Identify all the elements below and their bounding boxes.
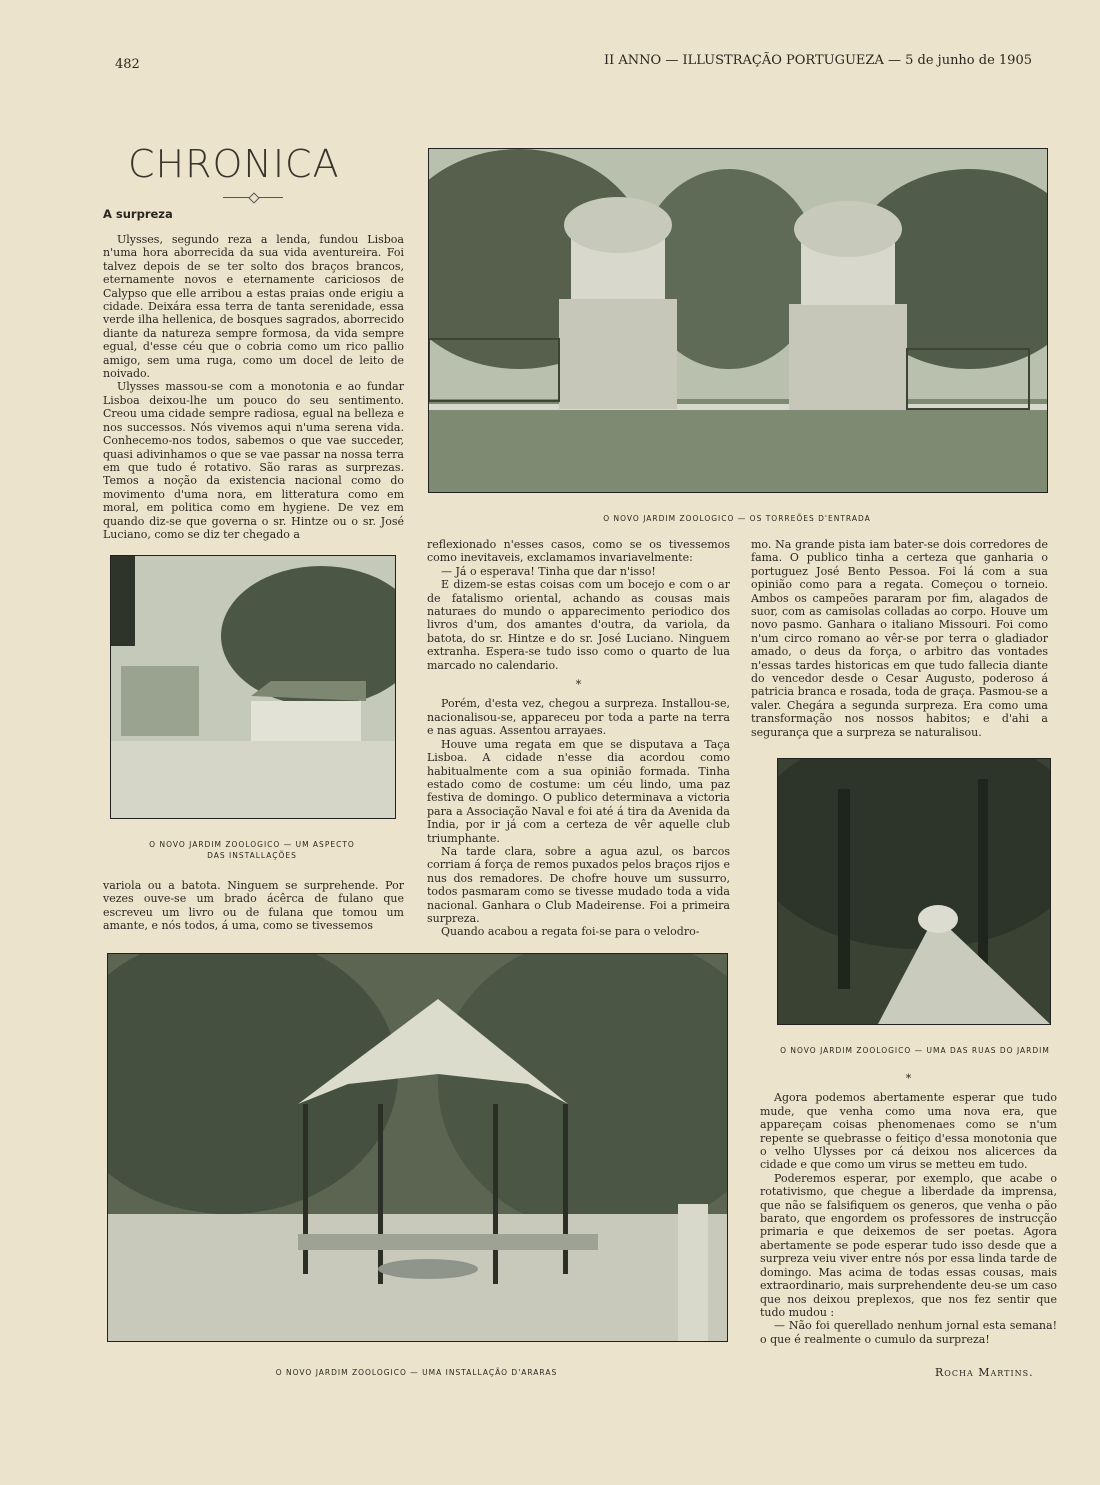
column-3-bottom-text <box>760 1066 1057 1346</box>
paragraph: Na tarde clara, sobre a agua azul, os barcos corriam á força de remos puxados pelos braços rijos e nus dos remadores. De chofre houve um sussurro, todos pasmaram como se tivesse mudado toda a vida nacional. Ganhara o Club Madeirense. Foi a primeira surpreza. <box>427 844 730 925</box>
caption-line: DAS INSTALLAÇÕES <box>207 851 297 860</box>
caption-photo-3: O NOVO JARDIM ZOOLOGICO — UMA DAS RUAS DO JARDIM <box>780 1046 1050 1055</box>
column-1-text <box>103 233 404 541</box>
paragraph: Agora podemos abertamente esperar que tudo mude, que venha como uma nova era, que appareçam coisas phenomenaes como se n'um repente se quebrasse o feitiço d'essa monotonia que o velho Ulysses por cá deixou nos alicerces da cidade e que como um virus se metteu em tudo. <box>760 1091 1057 1172</box>
caption-photo-2 <box>110 839 394 861</box>
caption-photo-1: O NOVO JARDIM ZOOLOGICO — OS TORREÕES D'ENTRADA <box>603 514 871 523</box>
paragraph: — Não foi querellado nenhum jornal esta semana! o que é realmente o cumulo da surpreza! <box>760 1319 1057 1346</box>
paragraph: variola ou a batota. Ninguem se surprehende. Por vezes ouve-se um brado ácêrca de fulano que escreveu um livro ou de fulana que tomou um amante, e nós todos, á uma, como se tivessemos <box>103 879 404 933</box>
article-title: CHRONICA <box>128 142 340 186</box>
paragraph: Houve uma regata em que se disputava a Taça Lisboa. A cidade n'esse dia acordou como habitualmente com a sua opinião formada. Tinha estado como de costume: um céu lindo, uma paz festiva de domingo. O publico determinava a victoria para a Associação Naval e foi até á tira da Avenida da India, por ir já com a certeza de vêr aquelle club triumphante. <box>427 737 730 845</box>
author-signature: Rocha Martins. <box>935 1366 1034 1379</box>
paragraph: Porém, d'esta vez, chegou a surpreza. Installou-se, nacionalisou-se, appareceu por toda a parte na terra e nas aguas. Assentou arrayaes. <box>427 697 730 738</box>
paragraph: E dizem-se estas coisas com um bocejo e com o ar de fatalismo oriental, achando as cousas mais naturaes do mundo o apparecimento periodico dos livros d'um, dos amantes d'outra, da variola, da batota, do sr. Hintze e do sr. José Luciano. Ninguem extranha. Espera-se tudo isso como o quarto de lua marcado no calendario. <box>427 578 730 672</box>
title-ornament <box>223 197 283 202</box>
section-separator: * <box>905 1072 912 1085</box>
photo-entrance-towers <box>428 148 1048 493</box>
paragraph: Quando acabou a regata foi-se para o velodro- <box>441 925 700 939</box>
caption-photo-4: O NOVO JARDIM ZOOLOGICO — UMA INSTALLAÇÃO D'ARARAS <box>275 1368 558 1377</box>
photo-garden-path <box>777 758 1051 1025</box>
column-1-bottom-text <box>103 879 404 933</box>
caption-line: O NOVO JARDIM ZOOLOGICO — UM ASPECTO <box>149 840 355 849</box>
photo-macaw-installation <box>107 953 728 1342</box>
paragraph: reflexionado n'esses casos, como se os tivessemos como inevitaveis, exclamamos invariavelmente: <box>427 538 730 565</box>
column-2-text <box>427 538 730 939</box>
paragraph: Ulysses massou-se com a monotonia e ao fundar Lisboa deixou-lhe um pouco do seu sentimento. Creou uma cidade sempre radiosa, egual na belleza e nos successos. Nós vivemos aqui n'uma serena vida. Conhecemo-nos todos, sabemos o que vae succeder, quasi adivinhamos o que se vae passar na nossa terra em que tudo é rotativo. São raras as surprezas. Temos a noção da existencia nacional como do movimento d'uma nora, em litteratura como em moral, em politica como em hygiene. De vez em quando diz-se que governa o sr. Hintze ou o sr. José Luciano, como se diz ter chegado a <box>103 380 404 541</box>
article-subtitle: A surpreza <box>103 207 173 221</box>
page-number: 482 <box>115 57 140 72</box>
paragraph: mo. Na grande pista iam bater-se dois corredores de fama. O publico tinha a certeza que ganharia o portuguez José Bento Pessoa. Foi lá com a sua opinião como para a regata. Começou o torneio. Ambos os campeões pararam por fim, alagados de suor, com as camisolas colladas ao corpo. Houve um novo pasmo. Ganhara o italiano Missouri. Foi como n'um circo romano ao vêr-se por terra o gladiador amado, o deus da força, o arbitro das vontades n'essas tardes historicas em que tudo fallecia diante do vencedor desde o Cesar Augusto, poderoso á patricia branca e rosada, toda de graça. Pasmou-se a valer. Chegára a segunda surpreza. Era como uma transformação nos nossos habitos; e d'ahi a segurança que a surpreza se naturalisou. <box>751 538 1048 739</box>
section-separator: * <box>575 678 582 692</box>
paragraph: Ulysses, segundo reza a lenda, fundou Lisboa n'uma hora aborrecida da sua vida aventureira. Foi talvez depois de se ter solto dos braços brancos, eternamente novos e eternamente cariciosos de Calypso que elle arribou a estas praias onde erigiu a cidade. Deixára essa terra de tanta serenidade, essa verde ilha hellenica, de bosques sagrados, aborrecido diante da natureza sempre formosa, da vida sempre egual, d'esse céu que o cobria como um rico pallio amigo, sem uma ruga, como um docel de leito de noivado. <box>103 233 404 381</box>
paragraph: — Já o esperava! Tinha que dar n'isso! <box>441 564 656 578</box>
paragraph: Poderemos esperar, por exemplo, que acabe o rotativismo, que chegue a liberdade da imprensa, que não se falsifiquem os generos, que venha o pão barato, que engordem os professores de instrucção primaria e que deixemos de ser poetas. Agora abertamente se pode esperar tudo isso desde que a surpreza veiu viver entre nós por essa linda tarde de domingo. Mas acima de todas essas cousas, mais extraordinario, mais surprehendente deu-se um caso que nos deixou preplexos, que nos fez sentir que tudo mudou : <box>760 1171 1057 1319</box>
column-3-text <box>751 538 1048 739</box>
photo-installations <box>110 555 396 819</box>
running-title: II ANNO — ILLUSTRAÇÃO PORTUGUEZA — 5 de junho de 1905 <box>604 53 1032 68</box>
